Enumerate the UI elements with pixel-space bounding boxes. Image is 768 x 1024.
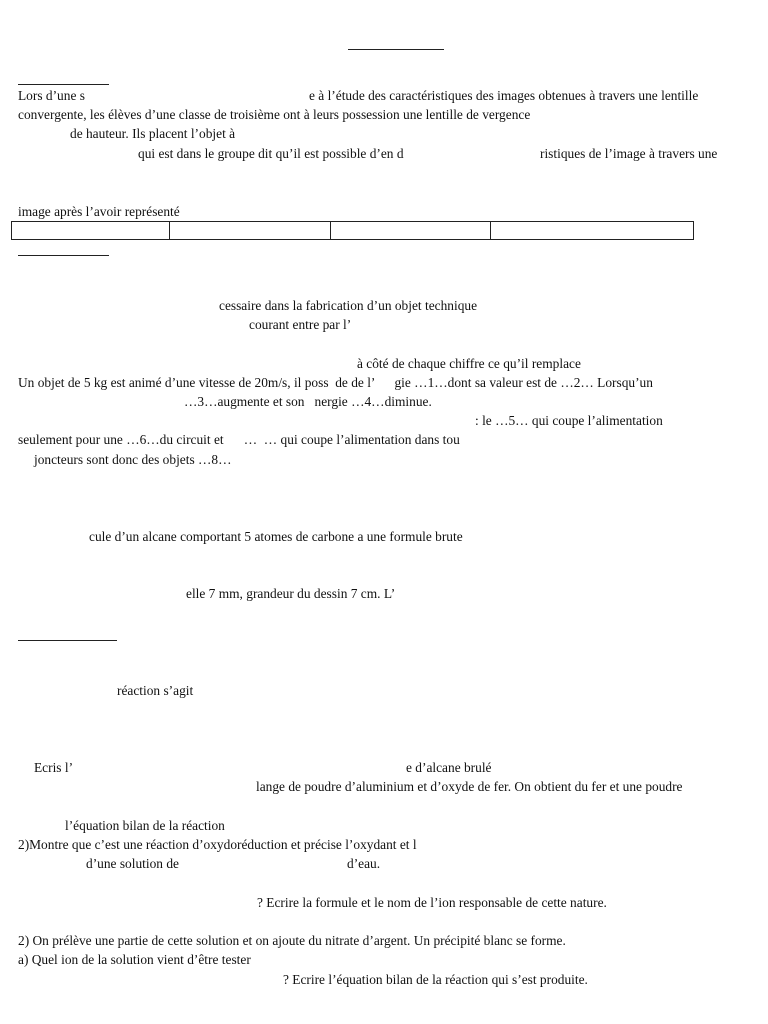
text-line: ? Ecrire la formule et le nom de l’ion responsable de cette nature. [257, 895, 607, 910]
text-line: e à l’étude des caractéristiques des images obtenues à travers une lentille [309, 88, 699, 103]
text-line: elle 7 mm, grandeur du dessin 7 cm. L’ [186, 586, 396, 601]
text-line: lange de poudre d’aluminium et d’oxyde de fer. On obtient du fer et une poudre [256, 779, 683, 794]
text-line: ristiques de l’image à travers une [540, 146, 718, 161]
text-line: Ecris l’ [34, 760, 74, 775]
text-line: joncteurs sont donc des objets …8… [34, 452, 232, 467]
text-line: 2) On prélève une partie de cette solution et on ajoute du nitrate d’argent. Un précipité blanc se forme. [18, 933, 566, 948]
text-line: cessaire dans la fabrication d’un objet technique [219, 298, 478, 313]
text-line: courant entre par l’ [249, 317, 352, 332]
text-line: convergente, les élèves d’une classe de troisième ont à leurs possession une lentille de vergence [18, 107, 531, 122]
text-line: image après l’avoir représenté [18, 204, 180, 219]
text-line: e d’alcane brulé [406, 760, 492, 775]
table-cell [491, 222, 693, 239]
text-line: de hauteur. Ils placent l’objet à [70, 126, 236, 141]
text-line: seulement pour une …6…du circuit et … … qui coupe l’alimentation dans tou [18, 432, 460, 447]
text-line: réaction s’agit [117, 683, 194, 698]
text-line: cule d’un alcane comportant 5 atomes de carbone a une formule brute [89, 529, 463, 544]
section-underline-2 [18, 255, 109, 256]
text-line: d’eau. [347, 856, 381, 871]
text-line: : le …5… qui coupe l’alimentation [475, 413, 663, 428]
table-cell [331, 222, 491, 239]
text-line: à côté de chaque chiffre ce qu’il remplace [357, 356, 581, 371]
text-line: a) Quel ion de la solution vient d’être tester [18, 952, 251, 967]
section-underline-1 [18, 84, 109, 85]
text-line: …3…augmente et son nergie …4…diminue. [184, 394, 432, 409]
text-line: l’équation bilan de la réaction [65, 818, 225, 833]
table-cell [170, 222, 331, 239]
table-cell [12, 222, 170, 239]
text-line: 2)Montre que c’est une réaction d’oxydoréduction et précise l’oxydant et l [18, 837, 417, 852]
text-line: qui est dans le groupe dit qu’il est possible d’en d [138, 146, 404, 161]
text-line: ? Ecrire l’équation bilan de la réaction qui s’est produite. [283, 972, 588, 987]
answer-table [11, 221, 694, 240]
text-line: Lors d’une s [18, 88, 85, 103]
section-underline-3 [18, 640, 117, 641]
title-underline [348, 49, 444, 50]
text-line: Un objet de 5 kg est animé d’une vitesse de 20m/s, il poss de de l’ gie …1…dont sa valeur est de …2… Lorsqu’un [18, 375, 653, 390]
text-line: d’une solution de [86, 856, 179, 871]
